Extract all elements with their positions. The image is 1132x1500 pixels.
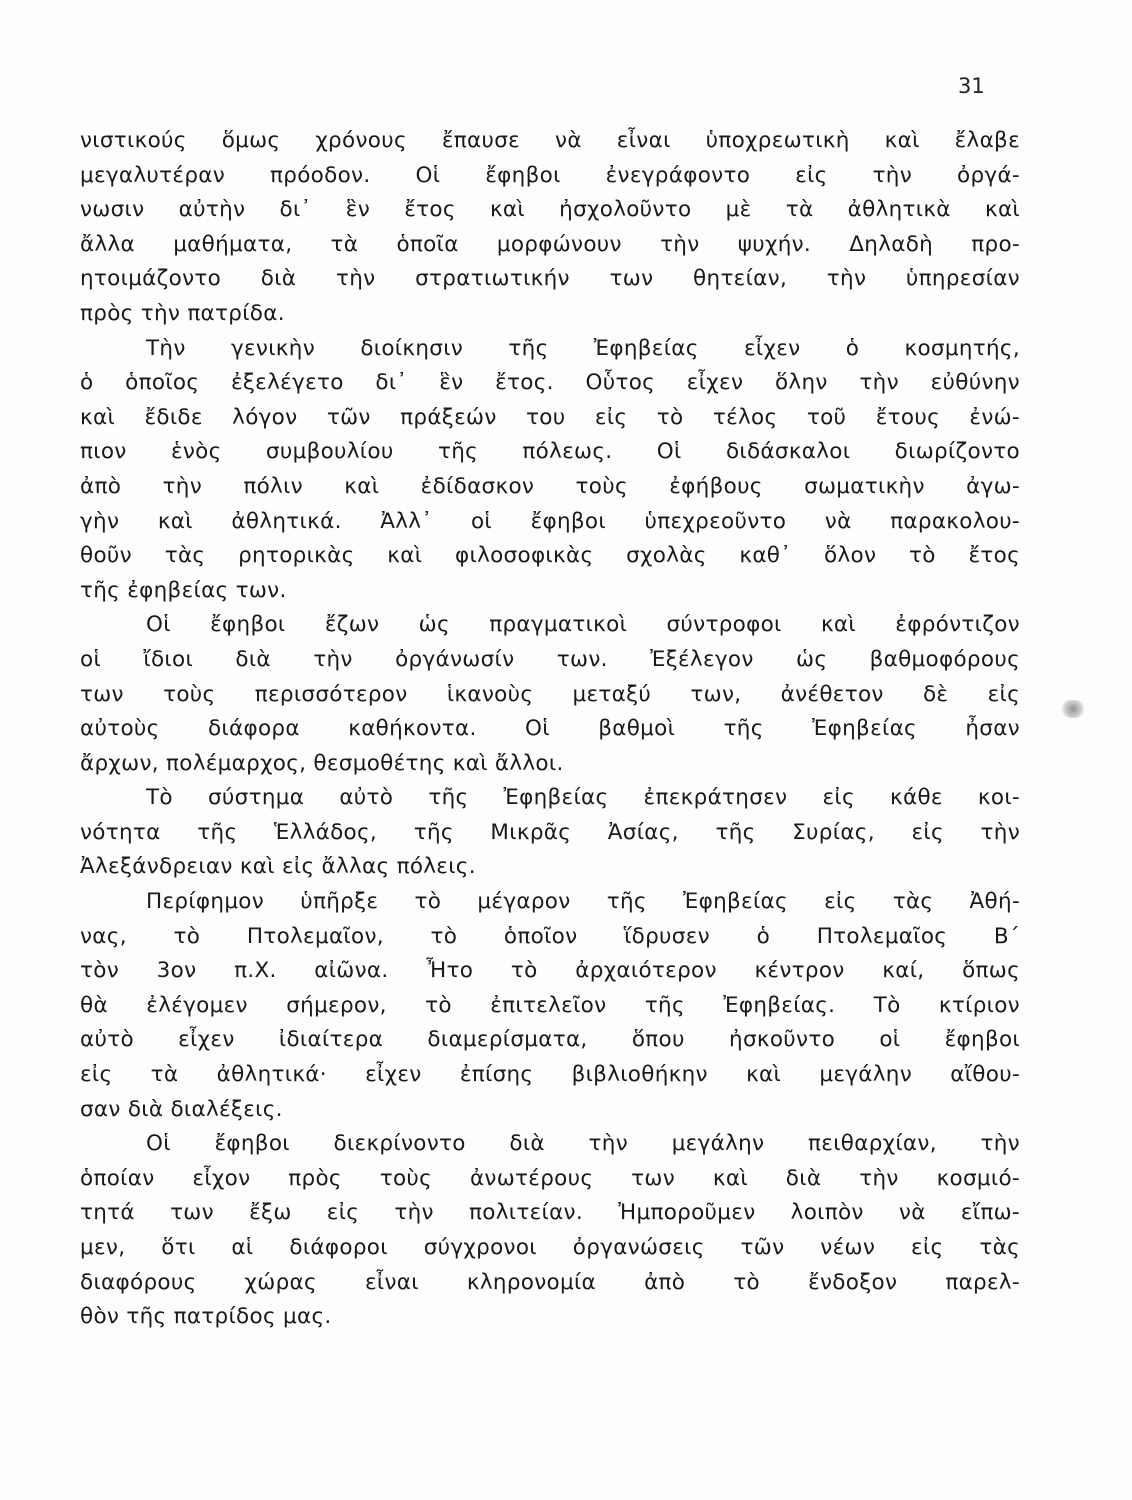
text-line: ητοιμάζοντο διὰ τὴν στρατιωτικήν των θητείαν, τὴν ὑπηρεσίαν [80, 266, 1020, 292]
text-line: ὁποίαν εἶχον πρὸς τοὺς ἀνωτέρους των καὶ διὰ τὴν κοσμιό- [80, 1165, 1020, 1191]
text-line: Τὸ σύστημα αὐτὸ τῆς Ἐφηβείας ἐπεκράτησεν εἰς κάθε κοι- [146, 785, 1020, 811]
text-line: Τὴν γενικὴν διοίκησιν τῆς Ἐφηβείας εἶχεν ὁ κοσμητής, [146, 335, 1020, 361]
text-line: Οἱ ἔφηβοι διεκρίνοντο διὰ τὴν μεγάλην πειθαρχίαν, τὴν [146, 1131, 1020, 1157]
text-line: οἱ ἴδιοι διὰ τὴν ὀργάνωσίν των. Ἐξέλεγον ὡς βαθμοφόρους [80, 646, 1020, 672]
text-line: θὰ ἐλέγομεν σήμερον, τὸ ἐπιτελεῖον τῆς Ἐφηβείας. Τὸ κτίριον [80, 992, 1020, 1018]
text-line: θοῦν τὰς ρητορικὰς καὶ φιλοσοφικὰς σχολὰς καθ᾽ ὅλον τὸ ἔτος [80, 543, 1020, 569]
text-line: σαν διὰ διαλέξεις. [80, 1096, 283, 1122]
text-line: Οἱ ἔφηβοι ἔζων ὡς πραγματικοὶ σύντροφοι καὶ ἐφρόντιζον [146, 612, 1020, 638]
text-line: νας, τὸ Πτολεμαῖον, τὸ ὁποῖον ἵδρυσεν ὁ Πτολεμαῖος Β΄ [80, 923, 1020, 949]
text-line: ἀπὸ τὴν πόλιν καὶ ἐδίδασκον τοὺς ἐφήβους σωματικὴν ἀγω- [80, 473, 1020, 499]
text-line: τητά των ἔξω εἰς τὴν πολιτείαν. Ἠμποροῦμεν λοιπὸν νὰ εἴπω- [80, 1200, 1020, 1226]
text-line: διαφόρους χώρας εἶναι κληρονομία ἀπὸ τὸ ἔνδοξον παρελ- [80, 1269, 1020, 1295]
body-text [80, 124, 1020, 1335]
text-line: μεγαλυτέραν πρόοδον. Οἱ ἔφηβοι ἐνεγράφοντο εἰς τὴν ὀργά- [80, 162, 1020, 188]
text-line: πρὸς τὴν πατρίδα. [80, 300, 285, 326]
text-line: νιστικούς ὅμως χρόνους ἔπαυσε νὰ εἶναι ὑποχρεωτικὴ καὶ ἔλαβε [80, 128, 1020, 153]
text-line: τῆς ἐφηβείας των. [80, 577, 287, 603]
text-line: των τοὺς περισσότερον ἱκανοὺς μεταξύ των, ἀνέθετον δὲ εἰς [80, 681, 1020, 707]
page-number: 31 [958, 74, 985, 98]
text-line: γὴν καὶ ἀθλητικά. Ἀλλ᾽ οἱ ἔφηβοι ὑπεχρεοῦντο νὰ παρακολου- [80, 508, 1020, 534]
text-line: αὐτὸ εἶχεν ἰδιαίτερα διαμερίσματα, ὅπου ἠσκοῦντο οἱ ἔφηβοι [80, 1027, 1020, 1053]
text-line: αὐτοὺς διάφορα καθήκοντα. Οἱ βαθμοὶ τῆς Ἐφηβείας ἦσαν [80, 716, 1020, 742]
text-line: καὶ ἔδιδε λόγον τῶν πράξεών του εἰς τὸ τέλος τοῦ ἔτους ἐνώ- [80, 404, 1020, 430]
text-line: θὸν τῆς πατρίδος μας. [80, 1304, 332, 1330]
text-line: τὸν 3ον π.Χ. αἰῶνα. Ἦτο τὸ ἀρχαιότερον κέντρον καί, ὅπως [80, 958, 1020, 984]
text-line: νωσιν αὐτὴν δι᾽ ἓν ἔτος καὶ ἠσχολοῦντο μὲ τὰ ἀθλητικὰ καὶ [80, 197, 1020, 223]
text-line: νότητα τῆς Ἑλλάδος, τῆς Μικρᾶς Ἀσίας, τῆς Συρίας, εἰς τὴν [80, 819, 1020, 845]
ink-smudge [1060, 700, 1086, 718]
text-line: μεν, ὅτι αἱ διάφοροι σύγχρονοι ὀργανώσεις τῶν νέων εἰς τὰς [80, 1235, 1020, 1260]
text-line: εἰς τὰ ἀθλητικά· εἶχεν ἐπίσης βιβλιοθήκην καὶ μεγάλην αἴθου- [80, 1062, 1020, 1088]
text-line: ἄλλα μαθήματα, τὰ ὁποῖα μορφώνουν τὴν ψυχήν. Δηλαδὴ προ- [80, 231, 1020, 257]
text-line: πιον ἑνὸς συμβουλίου τῆς πόλεως. Οἱ διδάσκαλοι διωρίζοντο [80, 439, 1020, 465]
text-line: ὁ ὁποῖος ἐξελέγετο δι᾽ ἓν ἔτος. Οὗτος εἶχεν ὅλην τὴν εὐθύνην [80, 370, 1020, 396]
text-line: ἄρχων, πολέμαρχος, θεσμοθέτης καὶ ἄλλοι. [80, 750, 564, 776]
text-line: Ἀλεξάνδρειαν καὶ εἰς ἄλλας πόλεις. [80, 854, 476, 880]
text-line: Περίφημον ὑπῆρξε τὸ μέγαρον τῆς Ἐφηβείας εἰς τὰς Ἀθή- [146, 889, 1020, 915]
